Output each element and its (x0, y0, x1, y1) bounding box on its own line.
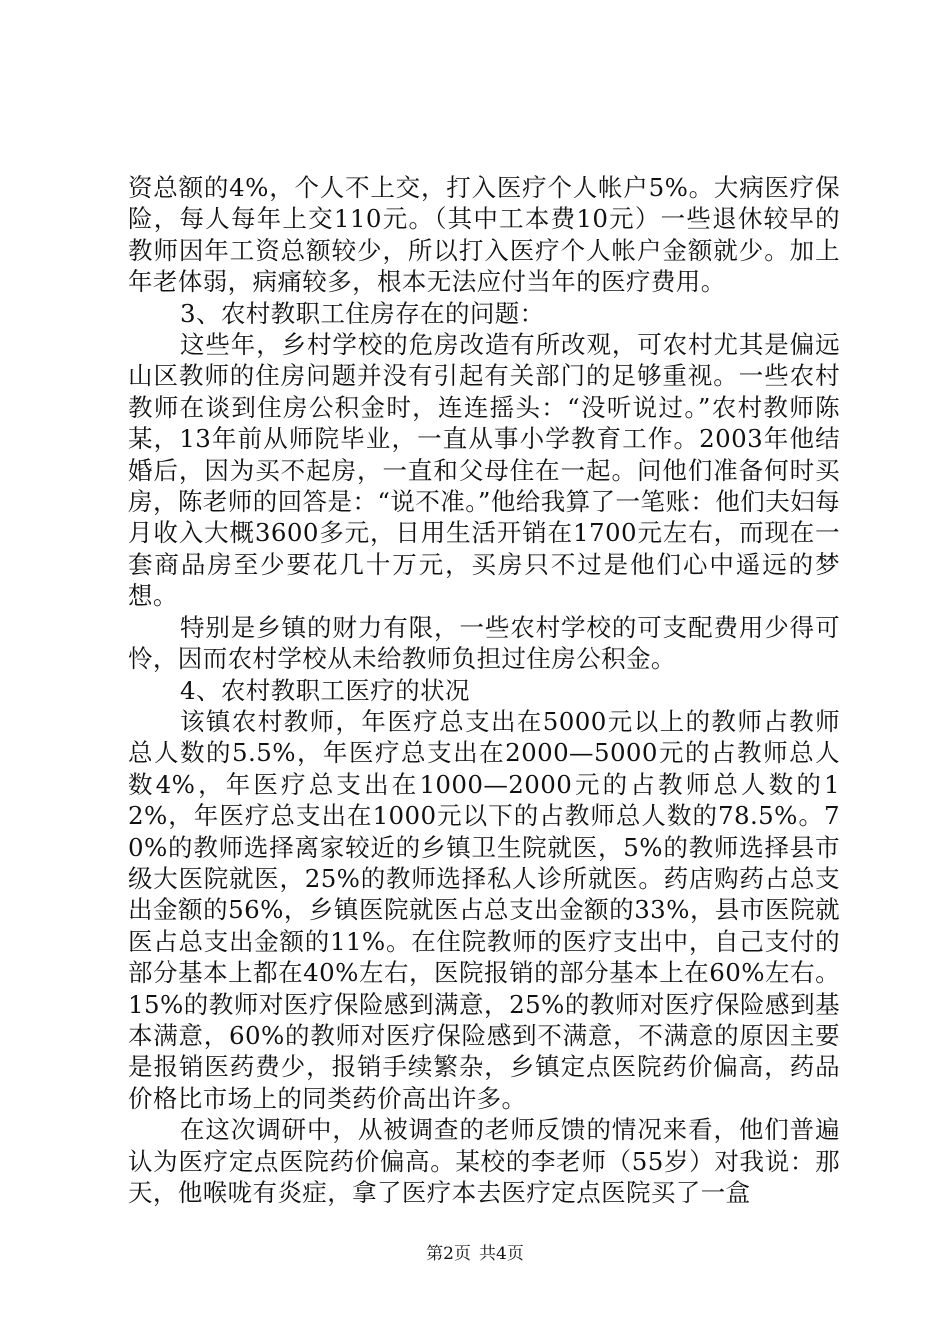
section-heading-housing: 3、农村教职工住房存在的问题： (180, 298, 545, 328)
paragraph-housing-fund: 特别是乡镇的财力有限，一些农村学校的可支配费用少得可怜，因而农村学校从未给教师负担过住房公积金。 (128, 612, 840, 674)
paragraph-medical-statistics: 该镇农村教师，年医疗总支出在5000元以上的教师占教师总人数的5.5%，年医疗总支出在2000—5000元的占教师总人数4%，年医疗总支出在1000—2000元的占教师总人数的12%，年医疗总支出在1000元以下的占教师总人数的78.5%。70%的教师选择离家较近的乡镇卫生院就医，5%的教师选择县市级大医院就医，25%的教师选择私人诊所就医。药店购药占总支出金额的56%，乡镇医院就医占总支出金额的33%，县市医院就医占总支出金额的11%。在住院教师的医疗支出中，自己支付的部分基本上都在40%左右，医院报销的部分基本上在60%左右。15%的教师对医疗保险感到满意，25%的教师对医疗保险感到基本满意，60%的教师对医疗保险感到不满意，不满意的原因主要是报销医药费少，报销手续繁杂，乡镇定点医院药价偏高，药品价格比市场上的同类药价高出许多。 (128, 706, 840, 1113)
page-number: 第2页 (426, 1244, 471, 1264)
paragraph-housing-issue: 这些年，乡村学校的危房改造有所改观，可农村尤其是偏远山区教师的住房问题并没有引起有关部门的足够重视。一些农村教师在谈到住房公积金时，连连摇头：“没听说过。”农村教师陈某，13年前从师院毕业，一直从事小学教育工作。2003年他结婚后，因为买不起房，一直和父母住在一起。问他们准备何时买房，陈老师的回答是：“说不准。”他给我算了一笔账：他们夫妇每月收入大概3600多元，日用生活开销在1700元左右，而现在一套商品房至少要花几十万元，买房只不过是他们心中遥远的梦想。 (128, 330, 840, 611)
paragraph-survey-feedback: 在这次调研中，从被调查的老师反馈的情况来看，他们普遍认为医疗定点医院药价偏高。某校的李老师（55岁）对我说：那天，他喉咙有炎症，拿了医疗本去医疗定点医院买了一盒 (128, 1115, 840, 1207)
page-total: 共4页 (479, 1244, 524, 1264)
page-footer (0, 1243, 950, 1265)
paragraph-continuation: 资总额的4%，个人不上交，打入医疗个人帐户5%。大病医疗保险，每人每年上交110元。（其中工本费10元）一些退休较早的教师因年工资总额较少，所以打入医疗个人帐户金额就少。加上年老体弱，病痛较多，根本无法应付当年的医疗费用。 (128, 173, 840, 297)
document-body (128, 172, 840, 1208)
section-heading-medical: 4、农村教职工医疗的状况 (180, 675, 470, 705)
